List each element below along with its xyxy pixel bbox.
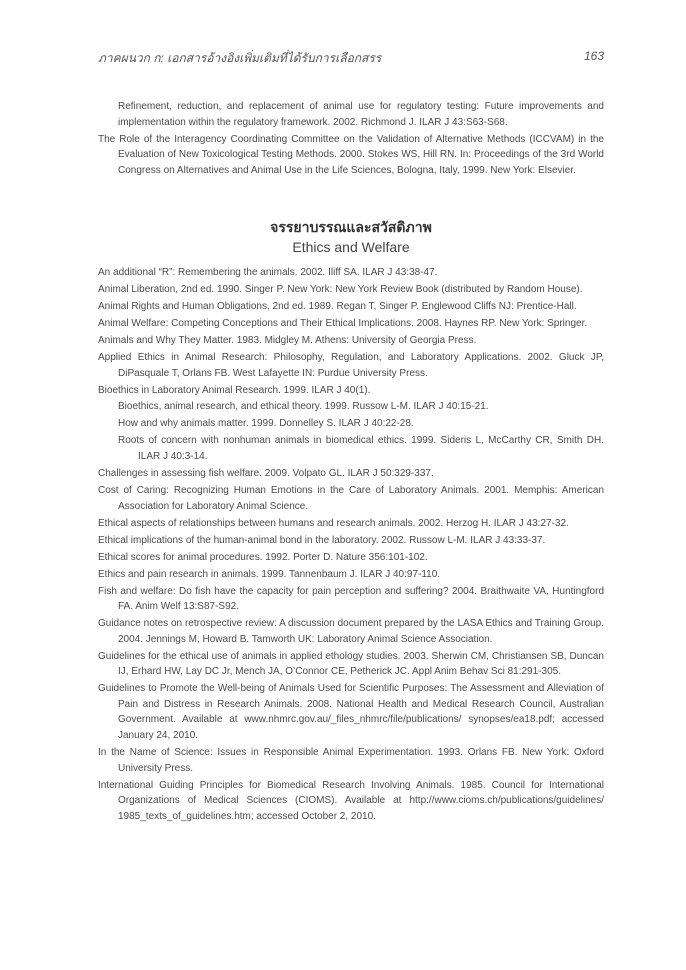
reference-entry: The Role of the Interagency Coordinating Committee on the Validation of Alternative Methods (ICCVAM) in the Evaluation of New Toxicological Testing Methods. 2000. Stokes WS, Hill RN. In: Proceedings of the 3rd World Congress on Alternatives and Animal Use in the Life Sciences, Bologna, Italy, 1999. New York: Elsevier.	[98, 133, 604, 176]
reference-entry: Roots of concern with nonhuman animals in biomedical ethics. 1999. Sideris L, McCarthy CR, Smith DH. ILAR J 40:3-14.	[118, 435, 604, 463]
reference-entry: Bioethics, animal research, and ethical theory. 1999. Russow L-M. ILAR J 40:15-21.	[118, 401, 489, 413]
reference-entry: Cost of Caring: Recognizing Human Emotions in the Care of Laboratory Animals. 2001. Memphis: American Association for Laboratory Animal Science.	[98, 485, 604, 512]
reference-entry: Animal Welfare: Competing Conceptions and Their Ethical Implications. 2008. Haynes RP. New York: Springer.	[98, 317, 588, 329]
section-heading	[98, 218, 604, 256]
page-header	[98, 49, 604, 68]
reference-entry: Guidelines for the ethical use of animals in applied ethology studies. 2003. Sherwin CM, Christiansen SB, Duncan IJ, Erhard HW, Lay DC Jr, Mench JA, O’Connor CE, Petherick JC. Appl Anim Behav Sci 81:291-305.	[98, 650, 604, 678]
reference-entry: Ethics and pain research in animals. 1999. Tannenbaum J. ILAR J 40:97-110.	[98, 568, 441, 580]
reference-entry: Challenges in assessing fish welfare. 2009. Volpato GL. ILAR J 50:329-337.	[98, 468, 434, 480]
reference-entry: Animals and Why They Matter. 1983. Midgley M. Athens: University of Georgia Press.	[98, 334, 477, 346]
page-number: 163	[583, 49, 604, 63]
reference-entry: Animal Liberation, 2nd ed. 1990. Singer P. New York: New York Review Book (distributed by Random House).	[98, 283, 583, 295]
reference-entry: How and why animals matter. 1999. Donnelley S. ILAR J 40:22-28.	[118, 418, 414, 430]
reference-list-ethics	[98, 265, 604, 826]
reference-entry: In the Name of Science: Issues in Responsible Animal Experimentation. 1993. Orlans FB. New York: Oxford University Press.	[98, 747, 604, 774]
reference-entry: An additional “R”: Remembering the animals. 2002. Iliff SA. ILAR J 43:38-47.	[98, 267, 438, 278]
reference-entry: Ethical aspects of relationships between humans and research animals. 2002. Herzog H. ILAR J 43:27-32.	[98, 517, 569, 529]
reference-entry: Ethical implications of the human-animal bond in the laboratory. 2002. Russow L-M. ILAR J 43:33-37.	[98, 534, 546, 546]
reference-entry: International Guiding Principles for Biomedical Research Involving Animals. 1985. Council for International Organizations of Medical Sciences (CIOMS). Available at http://www.cioms.ch/publications/guidelines/ 1985_texts_of_guidelines.htm; accessed October 2, 2010.	[98, 779, 604, 822]
reference-entry: Animal Rights and Human Obligations, 2nd ed. 1989. Regan T, Singer P. Englewood Cliffs NJ: Prentice-Hall.	[98, 300, 577, 312]
section-title-english: Ethics and Welfare	[292, 239, 410, 255]
running-title: ภาคผนวก ก: เอกสารอ้างอิงเพิ่มเติมที่ได้รับการเลือกสรร	[98, 51, 382, 65]
reference-entry: Refinement, reduction, and replacement of animal use for regulatory testing: Future improvements and implementation within the regulatory framework. 2002. Richmond J. ILAR J 43:S63-S68.	[118, 101, 604, 128]
reference-entry: Applied Ethics in Animal Research: Philosophy, Regulation, and Laboratory Applications. 2002. Gluck JP, DiPasquale T, Orlans FB. West Lafayette IN: Purdue University Press.	[98, 351, 604, 379]
reference-entry: Guidelines to Promote the Well-being of Animals Used for Scientific Purposes: The Assessment and Alleviation of Pain and Distress in Research Animals. 2008. National Health and Medical Research Council, Australian Government. Available at www.nhmrc.gov.au/_files_nhmrc/file/publications/ synopses/ea18.pdf; accessed January 24, 2010.	[98, 683, 604, 742]
section-title-thai: จรรยาบรรณและสวัสดิภาพ	[270, 220, 432, 236]
reference-entry: Fish and welfare: Do fish have the capacity for pain perception and suffering? 2004. Braithwaite VA, Huntingford FA. Anim Welf 13:S87-S92.	[98, 585, 604, 613]
reference-entry: Ethical scores for animal procedures. 1992. Porter D. Nature 356:101-102.	[98, 551, 428, 563]
reference-entry: Bioethics in Laboratory Animal Research. 1999. ILAR J 40(1).	[98, 384, 371, 396]
reference-entry: Guidance notes on retrospective review: A discussion document prepared by the LASA Ethics and Training Group. 2004. Jennings M, Howard B. Tamworth UK: Laboratory Animal Science Association.	[98, 618, 604, 645]
reference-list-top	[98, 99, 604, 180]
